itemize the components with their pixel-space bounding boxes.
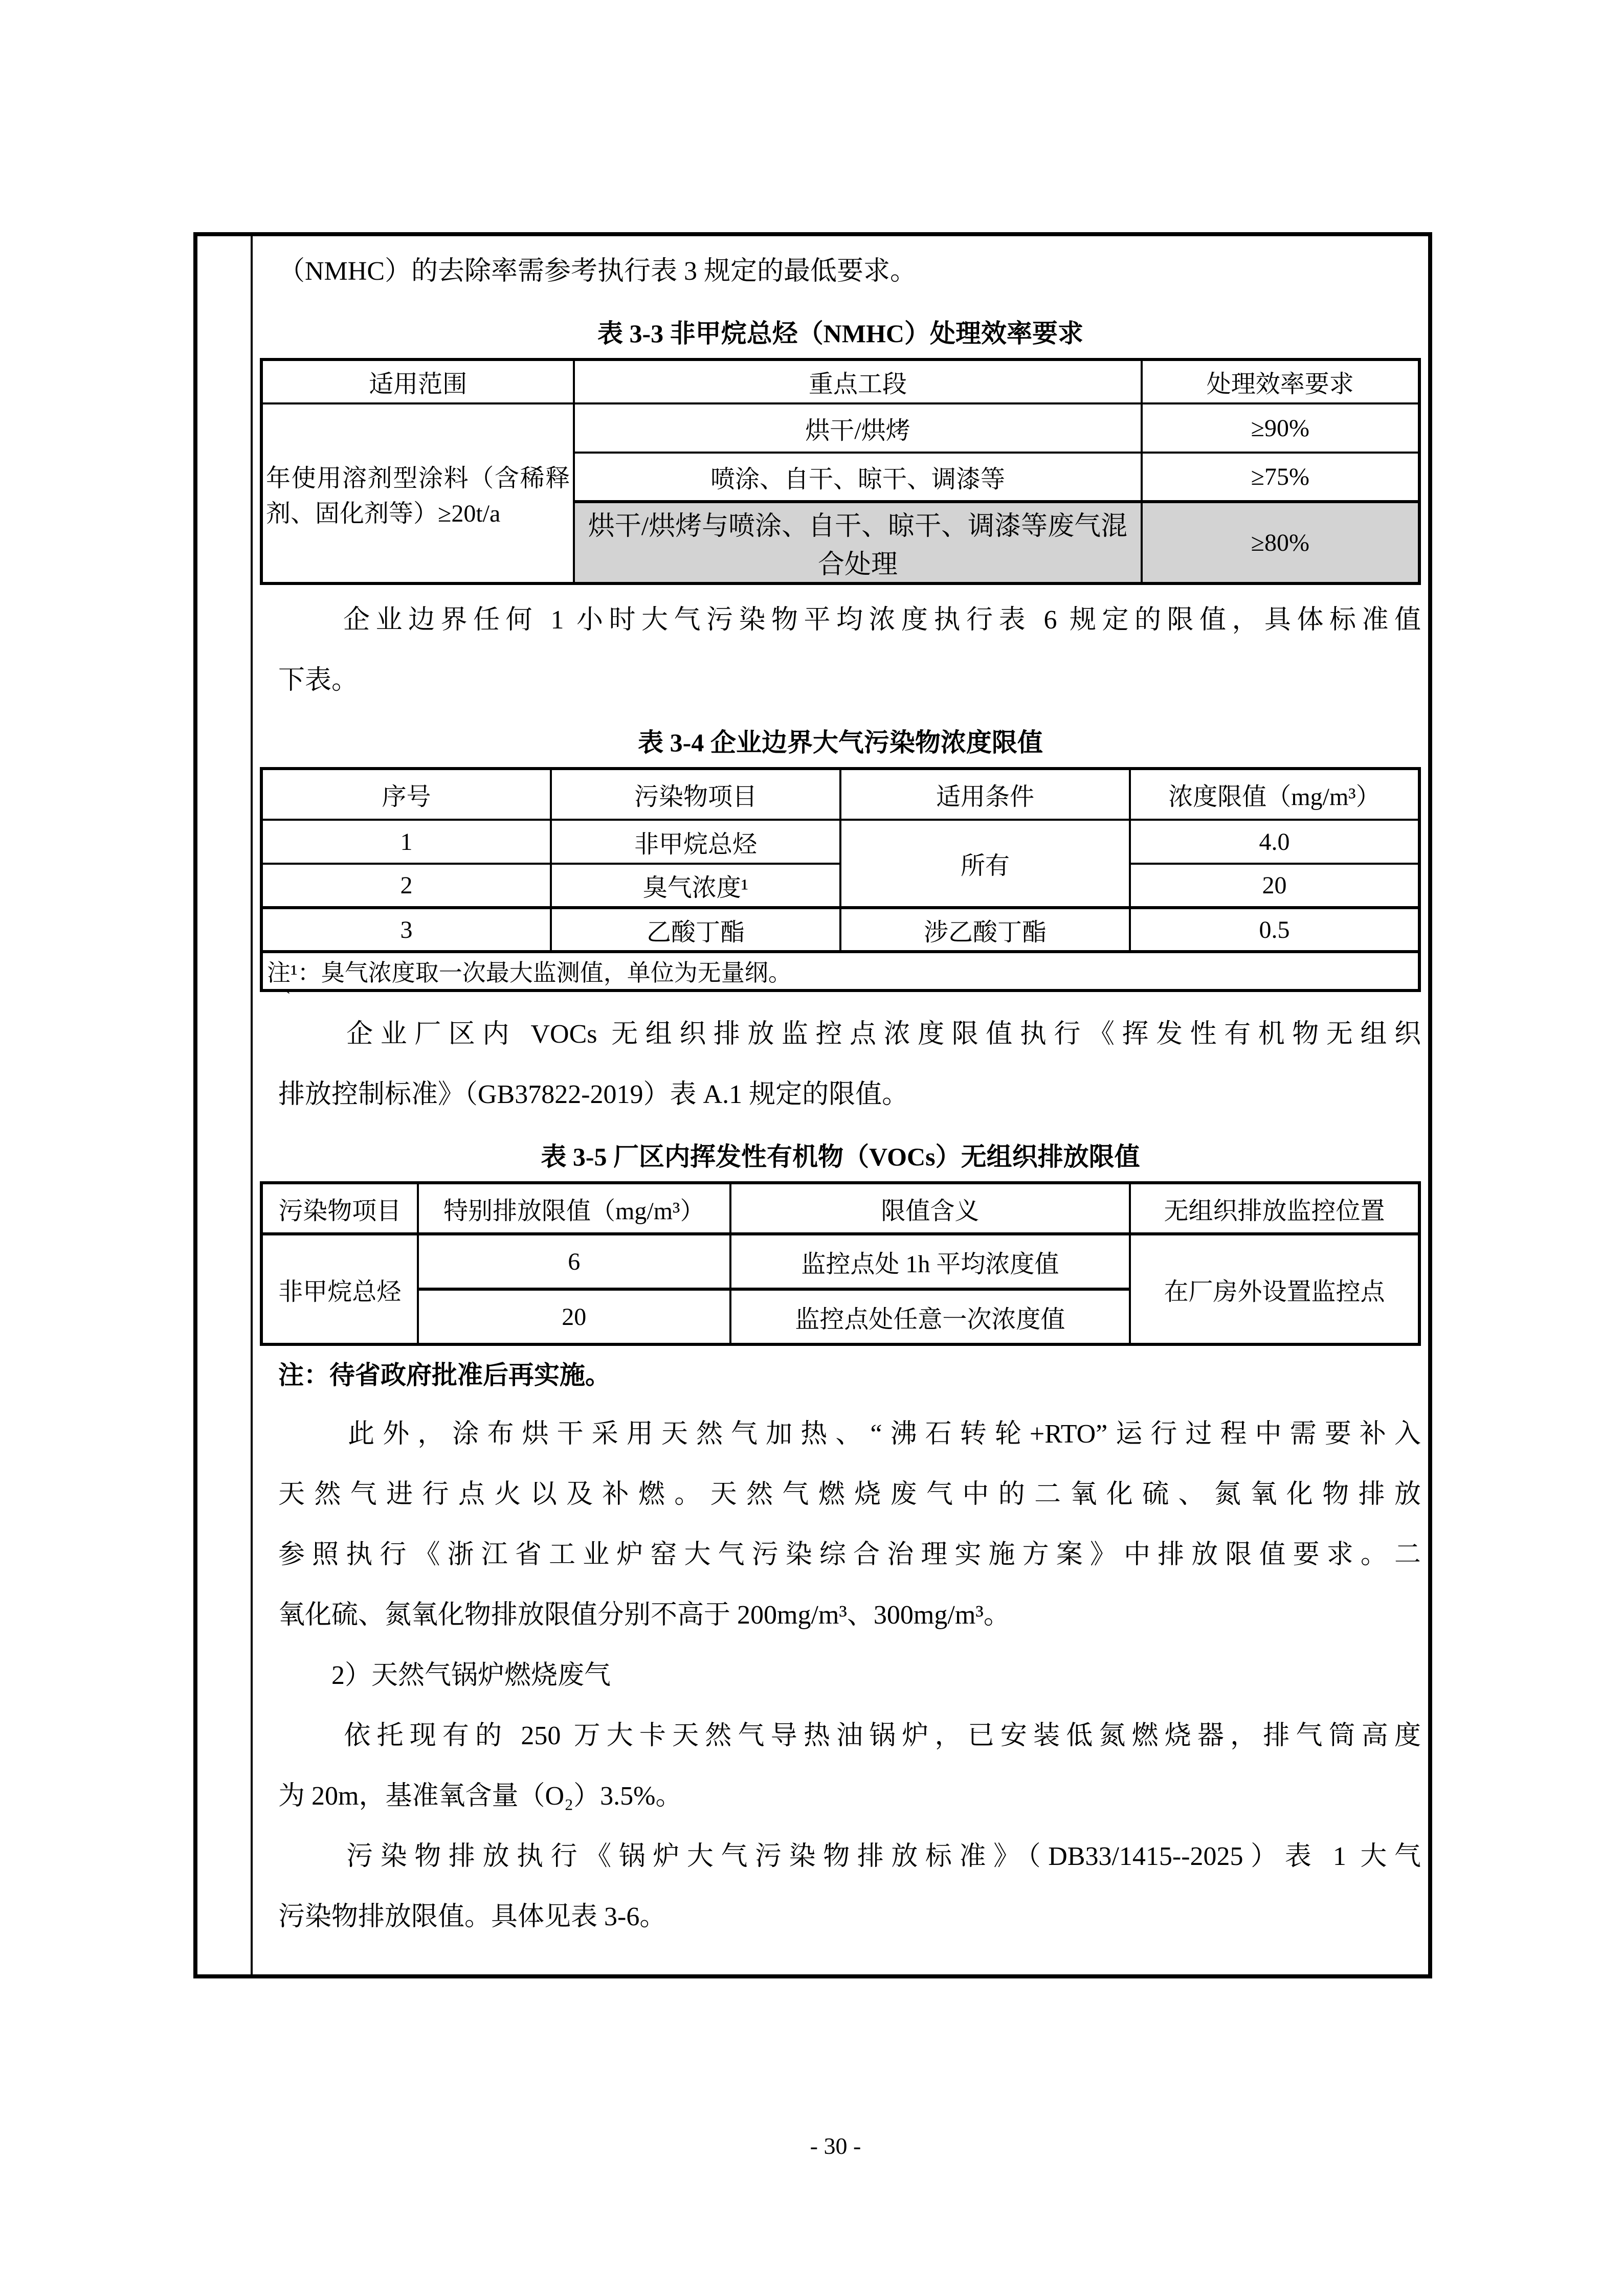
table-3-5-title: 表 3-5 厂区内挥发性有机物（VOCs）无组织排放限值 [541,1142,1140,1171]
t34-condition-cell: 涉乙酸丁酯 [840,908,1130,952]
content-area [253,236,1428,1974]
t35-meaning-cell: 监控点处任意一次浓度值 [730,1289,1130,1344]
t34-note-cell: 注¹：臭气浓度取一次最大监测值，单位为无量纲。 [261,952,1419,991]
table-3-3-title: 表 3-3 非甲烷总烃（NMHC）处理效率要求 [597,319,1083,348]
paragraph-line: 依托现有的 250 万大卡天然气导热油锅炉，已安装低氮燃烧器，排气筒高度 [278,1721,1421,1750]
t33-eff-cell: ≥80% [1142,502,1419,583]
paragraph-line: 污染物排放执行《锅炉大气污染物排放标准》（DB33/1415--2025）表 1 大气 [278,1842,1421,1871]
left-margin-column [197,236,253,1974]
t33-header-row [261,359,1419,403]
table-3-4-title: 表 3-4 企业边界大气污染物浓度限值 [638,728,1043,757]
t34-no-cell: 2 [261,864,551,908]
paragraph-line: 为 20m，基准氧含量（O₂）3.5%。 [278,1782,682,1811]
table-row [261,1234,1419,1289]
table-row [261,403,1419,453]
table-3-4 [260,767,1421,992]
t34-limit-cell: 0.5 [1130,908,1419,952]
table-3-5-note: 注：待省政府批准后再实施。 [278,1361,611,1389]
t34-condition-cell: 所有 [840,820,1130,908]
t35-header-limit: 特别排放限值（mg/m³） [418,1183,730,1234]
t34-pollutant-cell: 乙酸丁酯 [551,908,840,952]
t34-header-condition: 适用条件 [840,769,1130,820]
paragraph-line: 此外，涂布烘干采用天然气加热、“沸石转轮+RTO”运行过程中需要补入 [278,1420,1421,1449]
t34-pollutant-cell: 臭气浓度¹ [551,864,840,908]
paragraph-standard [260,1827,1421,1947]
table-row [261,820,1419,864]
paragraph-line: 参照执行《浙江省工业炉窑大气污染综合治理实施方案》中排放限值要求。二 [278,1540,1421,1569]
paragraph-line: 下表。 [278,666,359,695]
paragraph-extra [260,1404,1421,1646]
t34-pollutant-cell: 非甲烷总烃 [551,820,840,864]
paragraph-line: 企业边界任何 1 小时大气污染物平均浓度执行表 6 规定的限值，具体标准值 [278,605,1421,635]
t33-eff-cell: ≥75% [1142,453,1419,502]
t33-stage-cell: 烘干/烘烤与喷涂、自干、晾干、调漆等废气混合处理 [574,502,1141,583]
t34-header-limit: 浓度限值（mg/m³） [1130,769,1419,820]
intro-line: （NMHC）的去除率需参考执行表 3 规定的最低要求。 [278,257,917,286]
table-note-row [261,952,1419,991]
paragraph-line: 天然气进行点火以及补燃。天然气燃烧废气中的二氧化硫、氮氧化物排放 [278,1480,1421,1509]
t33-header-scope: 适用范围 [261,359,574,403]
heading-boiler-gas: 2）天然气锅炉燃烧废气 [278,1661,611,1690]
t33-scope-cell: 年使用溶剂型涂料（含稀释剂、固化剂等）≥20t/a [261,403,574,583]
t35-header-row [261,1183,1419,1234]
t35-position-cell: 在厂房外设置监控点 [1130,1234,1419,1344]
t35-limit-cell: 20 [418,1289,730,1344]
table-3-3 [260,358,1421,585]
t33-header-eff: 处理效率要求 [1142,359,1419,403]
t34-header-no: 序号 [261,769,551,820]
paragraph-line: 污染物排放限值。具体见表 3-6。 [278,1902,666,1931]
t35-meaning-cell: 监控点处 1h 平均浓度值 [730,1234,1130,1289]
t33-stage-cell: 烘干/烘烤 [574,403,1141,453]
paragraph-boiler [260,1706,1421,1827]
t35-limit-cell: 6 [418,1234,730,1289]
paragraph-line: 排放控制标准》（GB37822-2019）表 A.1 规定的限值。 [278,1080,909,1109]
t33-eff-cell: ≥90% [1142,403,1419,453]
paragraph-boundary [260,590,1421,711]
t33-stage-cell: 喷涂、自干、晾干、调漆等 [574,453,1141,502]
content-frame [193,232,1432,1978]
t34-no-cell: 3 [261,908,551,952]
t35-header-position: 无组织排放监控位置 [1130,1183,1419,1234]
table-3-5 [260,1181,1421,1346]
t35-header-pollutant: 污染物项目 [261,1183,418,1234]
paragraph-line: 企业厂区内 VOCs 无组织排放监控点浓度限值执行《挥发性有机物无组织 [278,1020,1421,1049]
stray-mark: ` [284,987,291,1009]
t34-limit-cell: 20 [1130,864,1419,908]
t34-header-row [261,769,1419,820]
table-row [261,908,1419,952]
t34-no-cell: 1 [261,820,551,864]
page-number: - 30 - [810,2133,861,2159]
paragraph-vocs [260,1004,1421,1125]
t34-limit-cell: 4.0 [1130,820,1419,864]
t35-pollutant-cell: 非甲烷总烃 [261,1234,418,1344]
t33-header-stage: 重点工段 [574,359,1141,403]
paragraph-line: 氧化硫、氮氧化物排放限值分别不高于 200mg/m³、300mg/m³。 [278,1601,1010,1630]
t34-header-pollutant: 污染物项目 [551,769,840,820]
t35-header-meaning: 限值含义 [730,1183,1130,1234]
